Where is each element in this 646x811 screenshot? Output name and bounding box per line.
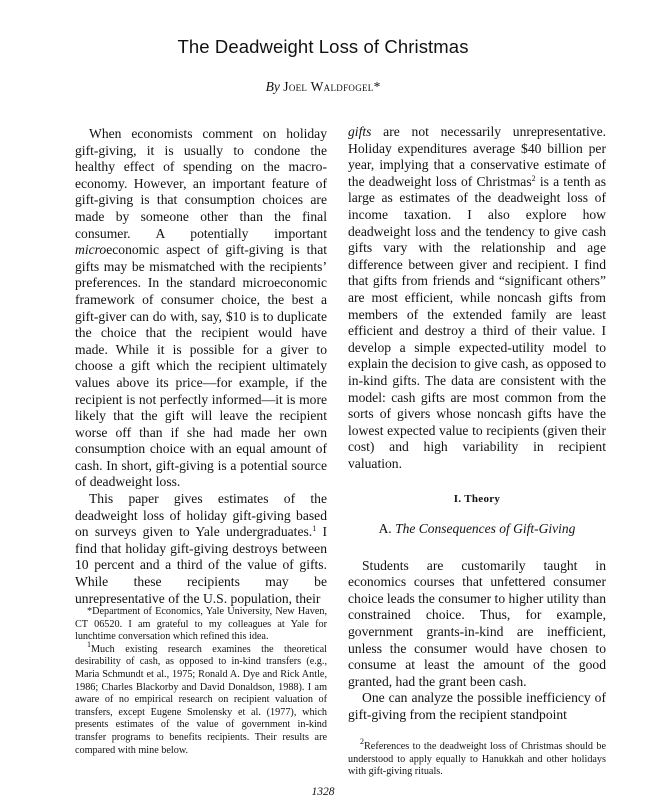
- footnote-1-mark: 1: [87, 639, 91, 649]
- paragraph-consumer-choice: Students are customarily taught in economics courses that unfettered consumer choice leads the consumer to higher utility than constrained choice. Thus, for example, government grants-in-kind are inefficient, unless the consumer would have chosen to consume at least the amount of the good granted, had the grant been cash.: [348, 557, 606, 689]
- text-run: is a tenth as large as estimates of the deadweight loss of income taxation. I also explore how deadweight loss and the tendency to give cash gifts vary with the relationship and age difference between giver and recipient. I find that gifts from friends and “significant others” are most efficient, while noncash gifts from members of the extended family are least efficient and destroy a third of their value. I develop a simple expected-utility model to explain the decision to give cash, as opposed to in-kind gifts. The data are consistent with the model: cash gifts are most common from the sorts of givers whose noncash gifts have the lowest expected value to recipients (given their cost) and high variability in recipient valuation.: [348, 173, 606, 471]
- footnote-1-text: Much existing research examines the theoretical desirability of cash, as opposed to in-kind transfers (e.g., Maria Schmundt et al., 1975; Ronald A. Dye and Rick Antle, 1986; Charles Blackorby and David Donaldson, 1988). I am aware of no empirical research on recipient valuation of transfers, except Eugene Smolensky et al. (1977), which presents estimates of the value of government in-kind transfer programs to benefits recipients. Their results are compared with mine below.: [75, 643, 327, 756]
- paragraph-estimates: [75, 491, 327, 607]
- text-run: economic aspect of gift-giving is that gifts may be mismatched with the recipients’ preferences. In the standard microeconomic framework of consumer choice, the best a gift-giver can do with, say, $10 is to duplicate the choice that the recipient would have made. While it is possible for a giver to choose a gift which the recipient ultimately values above its price—for example, if the recipient is not perfectly informed—it is more likely that the gift will leave the recipient worse off than if she had made her own consumption choice with an equal amount of cash. In short, gift-giving is a potential source of deadweight loss.: [75, 242, 327, 490]
- text-run: When economists comment on holiday gift-giving, it is usually to condone the healthy effect of spending on the macro-economy. However, an important feature of gift-giving is that consumption choices are made by someone other than the final consumer. A potentially important: [75, 126, 327, 241]
- footnote-2-mark: 2: [360, 737, 364, 746]
- author-by: By: [265, 79, 280, 94]
- footnotes-right: [348, 737, 606, 779]
- paper-title: The Deadweight Loss of Christmas: [177, 36, 469, 57]
- emphasis-micro: micro: [75, 242, 107, 258]
- author-name: Joel Waldfogel: [283, 79, 374, 94]
- footnotes-left: [75, 606, 327, 757]
- footnote-ref-2[interactable]: 2: [531, 173, 536, 183]
- emphasis-gifts: gifts: [348, 124, 372, 139]
- subsection-title: The Consequences of Gift-Giving: [395, 521, 576, 537]
- left-column: [75, 126, 327, 607]
- author-line: [0, 79, 646, 95]
- footnote-2: [348, 737, 606, 779]
- footnote-2-text: References to the deadweight loss of Christmas should be understood to apply equally to Hanukkah and other holidays with gift-giving rituals.: [348, 741, 606, 778]
- paragraph-inefficiency: One can analyze the possible inefficiency of gift-giving from the recipient standpoint: [348, 690, 606, 722]
- section-heading-theory: I. Theory: [453, 493, 501, 506]
- paragraph-intro: [75, 126, 327, 491]
- right-column: [348, 124, 606, 724]
- page-number: 1328: [311, 786, 335, 798]
- subsection-heading: [348, 521, 606, 538]
- author-footnote-mark: *: [373, 79, 381, 94]
- paragraph-estimates-continued: [348, 124, 606, 472]
- footnote-1: [75, 639, 327, 757]
- text-run: This paper gives estimates of the deadweight loss of holiday gift-giving based on surveys given to Yale undergraduates.: [75, 491, 327, 540]
- text-run: are not necessarily unrepresentative. Holiday expenditures average $40 billion per year, implying that a conservative estimate of the deadweight loss of Christmas: [348, 124, 606, 189]
- text-run: I find that holiday gift-giving destroys between 10 percent and a third of the value of gifts. While these recipients may be unrepresentative of the U.S. population, their: [75, 524, 327, 606]
- footnote-affiliation: *Department of Economics, Yale University, New Haven, CT 06520. I am grateful to my colleagues at Yale for lunchtime conversation which refined this idea.: [75, 606, 327, 643]
- footnote-ref-1[interactable]: 1: [312, 524, 317, 534]
- subsection-letter: A.: [378, 521, 392, 537]
